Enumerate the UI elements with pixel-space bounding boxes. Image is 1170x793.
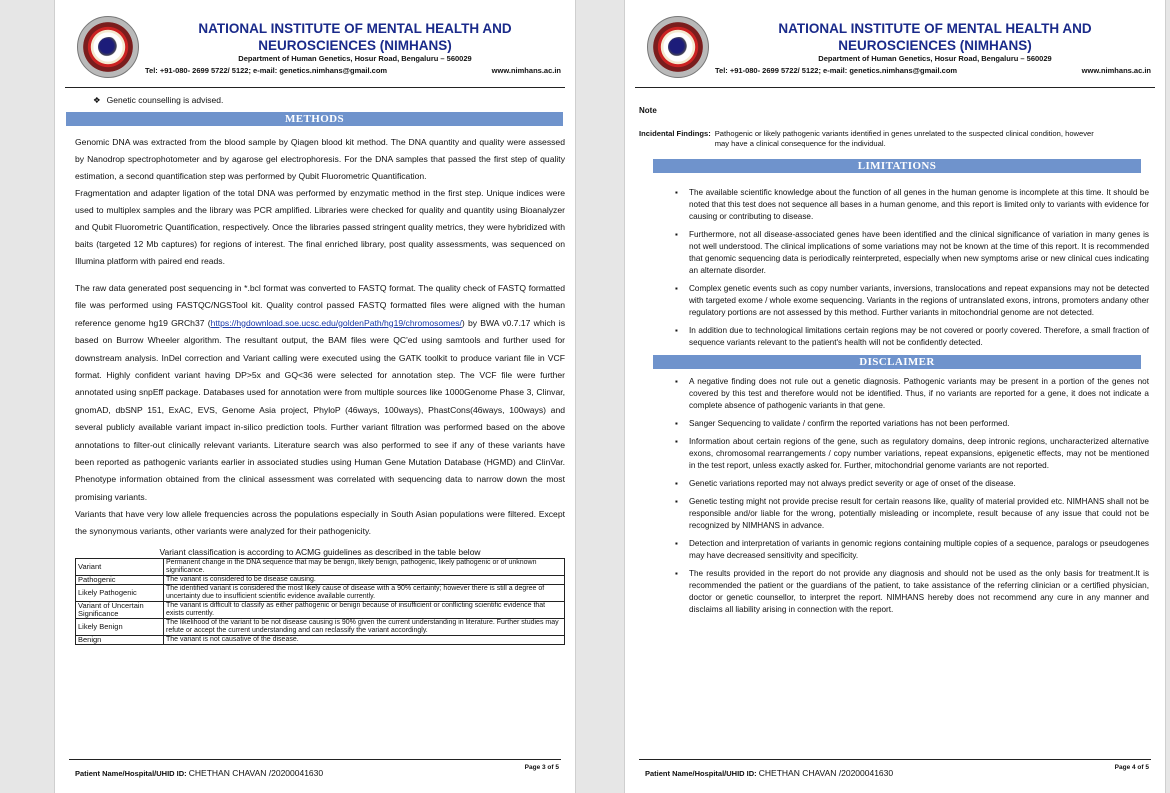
limitations-list (675, 187, 1149, 349)
website-link[interactable]: www.nimhans.ac.in (491, 66, 561, 75)
page-number: Page 4 of 5 (1114, 764, 1149, 771)
classification-term: Variant (76, 559, 164, 576)
department-address: Department of Human Genetics, Hosur Road, Bengaluru – 560029 (238, 54, 472, 63)
contact-line: Tel: +91-080- 2699 5722/ 5122; e-mail: genetics.nimhans@gmail.com www.nimhans.ac.in (715, 66, 1151, 75)
website-link[interactable]: www.nimhans.ac.in (1081, 66, 1151, 75)
classification-term: Benign (76, 636, 164, 645)
acmg-table-row (76, 602, 565, 619)
disclaimer-item: ▪ A negative finding does not rule out a genetic diagnosis. Pathogenic variants may be present in a portion of the genes not covered by this test and therefore would not be identified. Thus, if no variants are reported for a gene, it does not indicate a complete absence of pathogenic variants in that gene. (675, 376, 1149, 412)
classification-description: The variant is difficult to classify as either pathogenic or benign because of insufficient or conflicting scientific evidence that exists currently. (164, 602, 565, 619)
disclaimer-item: ▪ Sanger Sequencing to validate / confirm the reported variations has not been performed. (675, 418, 1149, 430)
classification-description: The identified variant is considered the most likely cause of disease with a 90% certainty; however there is still a degree of uncertainty due to insufficient scientific evidence available currently. (164, 585, 565, 602)
acmg-table-row (76, 559, 565, 576)
classification-term: Likely Benign (76, 619, 164, 636)
acmg-table-row (76, 576, 565, 585)
contact-line: Tel: +91-080- 2699 5722/ 5122; e-mail: genetics.nimhans@gmail.com www.nimhans.ac.in (145, 66, 561, 75)
nimhans-logo (647, 16, 709, 78)
table-caption: Variant classification is according to ACMG guidelines as described in the table below (159, 547, 481, 558)
hg19-reference-link[interactable]: https://hgdownload.soe.ucsc.edu/goldenPath/hg19/chromosomes/ (210, 317, 462, 328)
limitation-item: ▪ Complex genetic events such as copy number variants, inversions, translocations and repeat expansions may not be detected with targeted exome / whole exome sequencing. Variants in the regions of untranslated exons, introns, promoters andany other regulatory portions are not assessed by this method. Further variants in mitochondrial genome are not detected. (675, 283, 1149, 319)
acmg-classification-table (75, 558, 565, 645)
report-page-3 (54, 0, 576, 793)
disclaimer-item: ▪ Detection and interpretation of variants in genomic regions containing multiple copies of a sequence, paralogs or pseudogenes may have decreased sensitivity and specificity. (675, 538, 1149, 562)
nimhans-logo (77, 16, 139, 78)
page-header (65, 0, 565, 88)
classification-description: The likelihood of the variant to be not disease causing is 90% given the current understanding in literature. Further studies may refute or accept the current understanding and can reclassify the variant accordingly. (164, 619, 565, 636)
page-footer (69, 759, 561, 783)
methods-paragraph: Genomic DNA was extracted from the blood sample by Qiagen blood kit method. The DNA quantity and quality were assessed by Nanodrop spectrophotometer and by agarose gel electrophoresis. For the DNA samples that passed the first step of quality estimation, a second quantification step was performed by Qubit Fluorometric Quantification. (75, 137, 565, 181)
patient-id-value: CHETHAN CHAVAN /20200041630 (758, 768, 894, 778)
limitation-item: ▪ The available scientific knowledge about the function of all genes in the human genome is incomplete at this time. It should be noted that this test does not sequence all bases in a human genome, and this report is limited only to variants with evidence for causing or contributing to disease. (675, 187, 1149, 223)
note-heading: Note (639, 106, 657, 115)
classification-description: The variant is not causative of the disease. (164, 636, 565, 645)
acmg-table-row (76, 619, 565, 636)
institute-name: NATIONAL INSTITUTE OF MENTAL HEALTH AND NEUROSCIENCES (NIMHANS) (778, 21, 1092, 53)
limitation-item: ▪ Furthermore, not all disease-associated genes have been identified and the clinical significance of variation in many genes is not well understood. The clinical implications of some variations may not be known at the time of this report. It is recommended that genomic sequencing data is periodically reinterpreted, especially when new symptoms arise or new clinical cues indicating an alternate disorder. (675, 229, 1149, 277)
classification-term: Pathogenic (76, 576, 164, 585)
incidental-findings: Incidental Findings: Pathogenic or likely pathogenic variants identified in genes unrelated to the suspected clinical condition, however may have a clinical consequence for the individual. (639, 129, 1094, 148)
section-heading-disclaimer: DISCLAIMER (653, 355, 1141, 369)
limitation-item: ▪ In addition due to technological limitations certain regions may be not covered or poorly covered. Therefore, a small fraction of sequence variants relevant to the patient's health will not be confidently detected. (675, 325, 1149, 349)
page-footer (639, 759, 1151, 783)
classification-description: The variant is considered to be disease causing. (164, 576, 565, 585)
classification-description: Permanent change in the DNA sequence that may be benign, likely benign, pathogenic, likely pathogenic or of unknown significance. (164, 559, 565, 576)
diamond-bullet-icon: ❖ (93, 95, 101, 105)
disclaimer-item: ▪ The results provided in the report do not provide any diagnosis and should not be used as the only basis for treatment.It is recommended the patient or the guardians of the patient, to take assistance of the referring clinician or a certified physician, doctor or genetic counsellor, to interpret the report. NIMHANS hereby does not recommend any cure in any manner and disclaims all liability arising in connection with the report. (675, 568, 1149, 616)
acmg-table-row (76, 585, 565, 602)
disclaimer-item: ▪ Genetic variations reported may not always predict severity or age of onset of the disease. (675, 478, 1149, 490)
section-heading-limitations: LIMITATIONS (653, 159, 1141, 173)
disclaimer-item: ▪ Genetic testing might not provide precise result for certain reasons like, quality of material provided etc. NIMHANS shall not be responsible and/or liable for the wrong, potentially misleading or incomplete, result because of any issue that could not be recognized by NIMHANS in advance. (675, 496, 1149, 532)
acmg-table-row (76, 636, 565, 645)
methods-paragraph: Variants that have very low allele frequencies across the populations especially in South Asian populations were filtered. Except the synonymous variants, other variants were analyzed for their pathogenicity. (75, 509, 565, 537)
classification-term: Likely Pathogenic (76, 585, 164, 602)
classification-term: Variant of Uncertain Significance (76, 602, 164, 619)
report-page-4 (624, 0, 1166, 793)
disclaimer-list (675, 376, 1149, 616)
patient-id-line: Patient Name/Hospital/UHID ID: CHETHAN CHAVAN /20200041630 (645, 768, 894, 778)
recommendation-bullet: ❖ Genetic counselling is advised. (93, 95, 224, 105)
page-number: Page 3 of 5 (524, 764, 559, 771)
section-heading-methods: METHODS (66, 112, 563, 126)
disclaimer-item: ▪ Information about certain regions of the gene, such as regulatory domains, deep intronic regions, uncharacterized alternative exons, chromosomal rearrangements / copy number variations, repeat expansions, epigenetic effects, may not be mentioned in the test report, unless exactly asked for. Further, mitochondrial genome variants are not reported. (675, 436, 1149, 472)
page-header (635, 0, 1155, 88)
methods-paragraph: The raw data generated post sequencing in *.bcl format was converted to FASTQ format. The quality check of FASTQ formatted file was performed using FASTQC/NGSTool kit. Quality control passed FASTQ formatted files were aligned with the human reference genome hg19 GRCh37 (https://hgdownload.soe.ucsc.edu/goldenPath/hg19/chromosomes/) by BWA v0.7.17 which is based on Burrow Wheeler algorithm. The resultant output, the BAM files were QC'ed using samtools and further used for downstream analysis. InDel correction and Variant calling were executed using the GATK toolkit to produce variant file in VCF format. Highly confident variant having DP>5x and GQ<36 were selected for annotation step. The VCF file were further annotated using snpEff package. Databases used for annotation were from multiple sources like 1000Genome Phase 3, Clinvar, gnomAD, dbSNP 151, ExAC, EVS, Genome Asia project, PhyloP (46ways, 100ways), PhastCons(46ways, 100ways) and several publicly available variant impact in-silico prediction tools. Further variant filtration was performed based on the above annotations to filter-out clinically relevant variants. Literature search was also performed to see if any of these variants have been reported as pathogenic variants earlier in associated studies using Human Gene Mutation Database (HGMD) and ClinVar. Phenotype information obtained from the clinical assessment was correlated with sequencing data to narrow down the most promising variants. (75, 283, 565, 502)
department-address: Department of Human Genetics, Hosur Road, Bengaluru – 560029 (818, 54, 1052, 63)
patient-id-line: Patient Name/Hospital/UHID ID: CHETHAN CHAVAN /20200041630 (75, 768, 324, 778)
patient-id-value: CHETHAN CHAVAN /20200041630 (188, 768, 324, 778)
institute-name: NATIONAL INSTITUTE OF MENTAL HEALTH AND NEUROSCIENCES (NIMHANS) (198, 21, 512, 53)
methods-paragraph: Fragmentation and adapter ligation of the total DNA was performed by enzymatic method in the first step. Unique indices were used to multiplex samples and the library was PCR amplified. Libraries were checked for quality and quantity using Bioanalyzer and Qubit Fluorometric Quantification, respectively. Once the libraries passed stringent quality metrics, they were hybridized with baits (targeted 12 Mb captures) for regions of interest. The final enriched library, post quality assessments, was sequenced on Illumina platform with paired end reads. (75, 188, 565, 266)
